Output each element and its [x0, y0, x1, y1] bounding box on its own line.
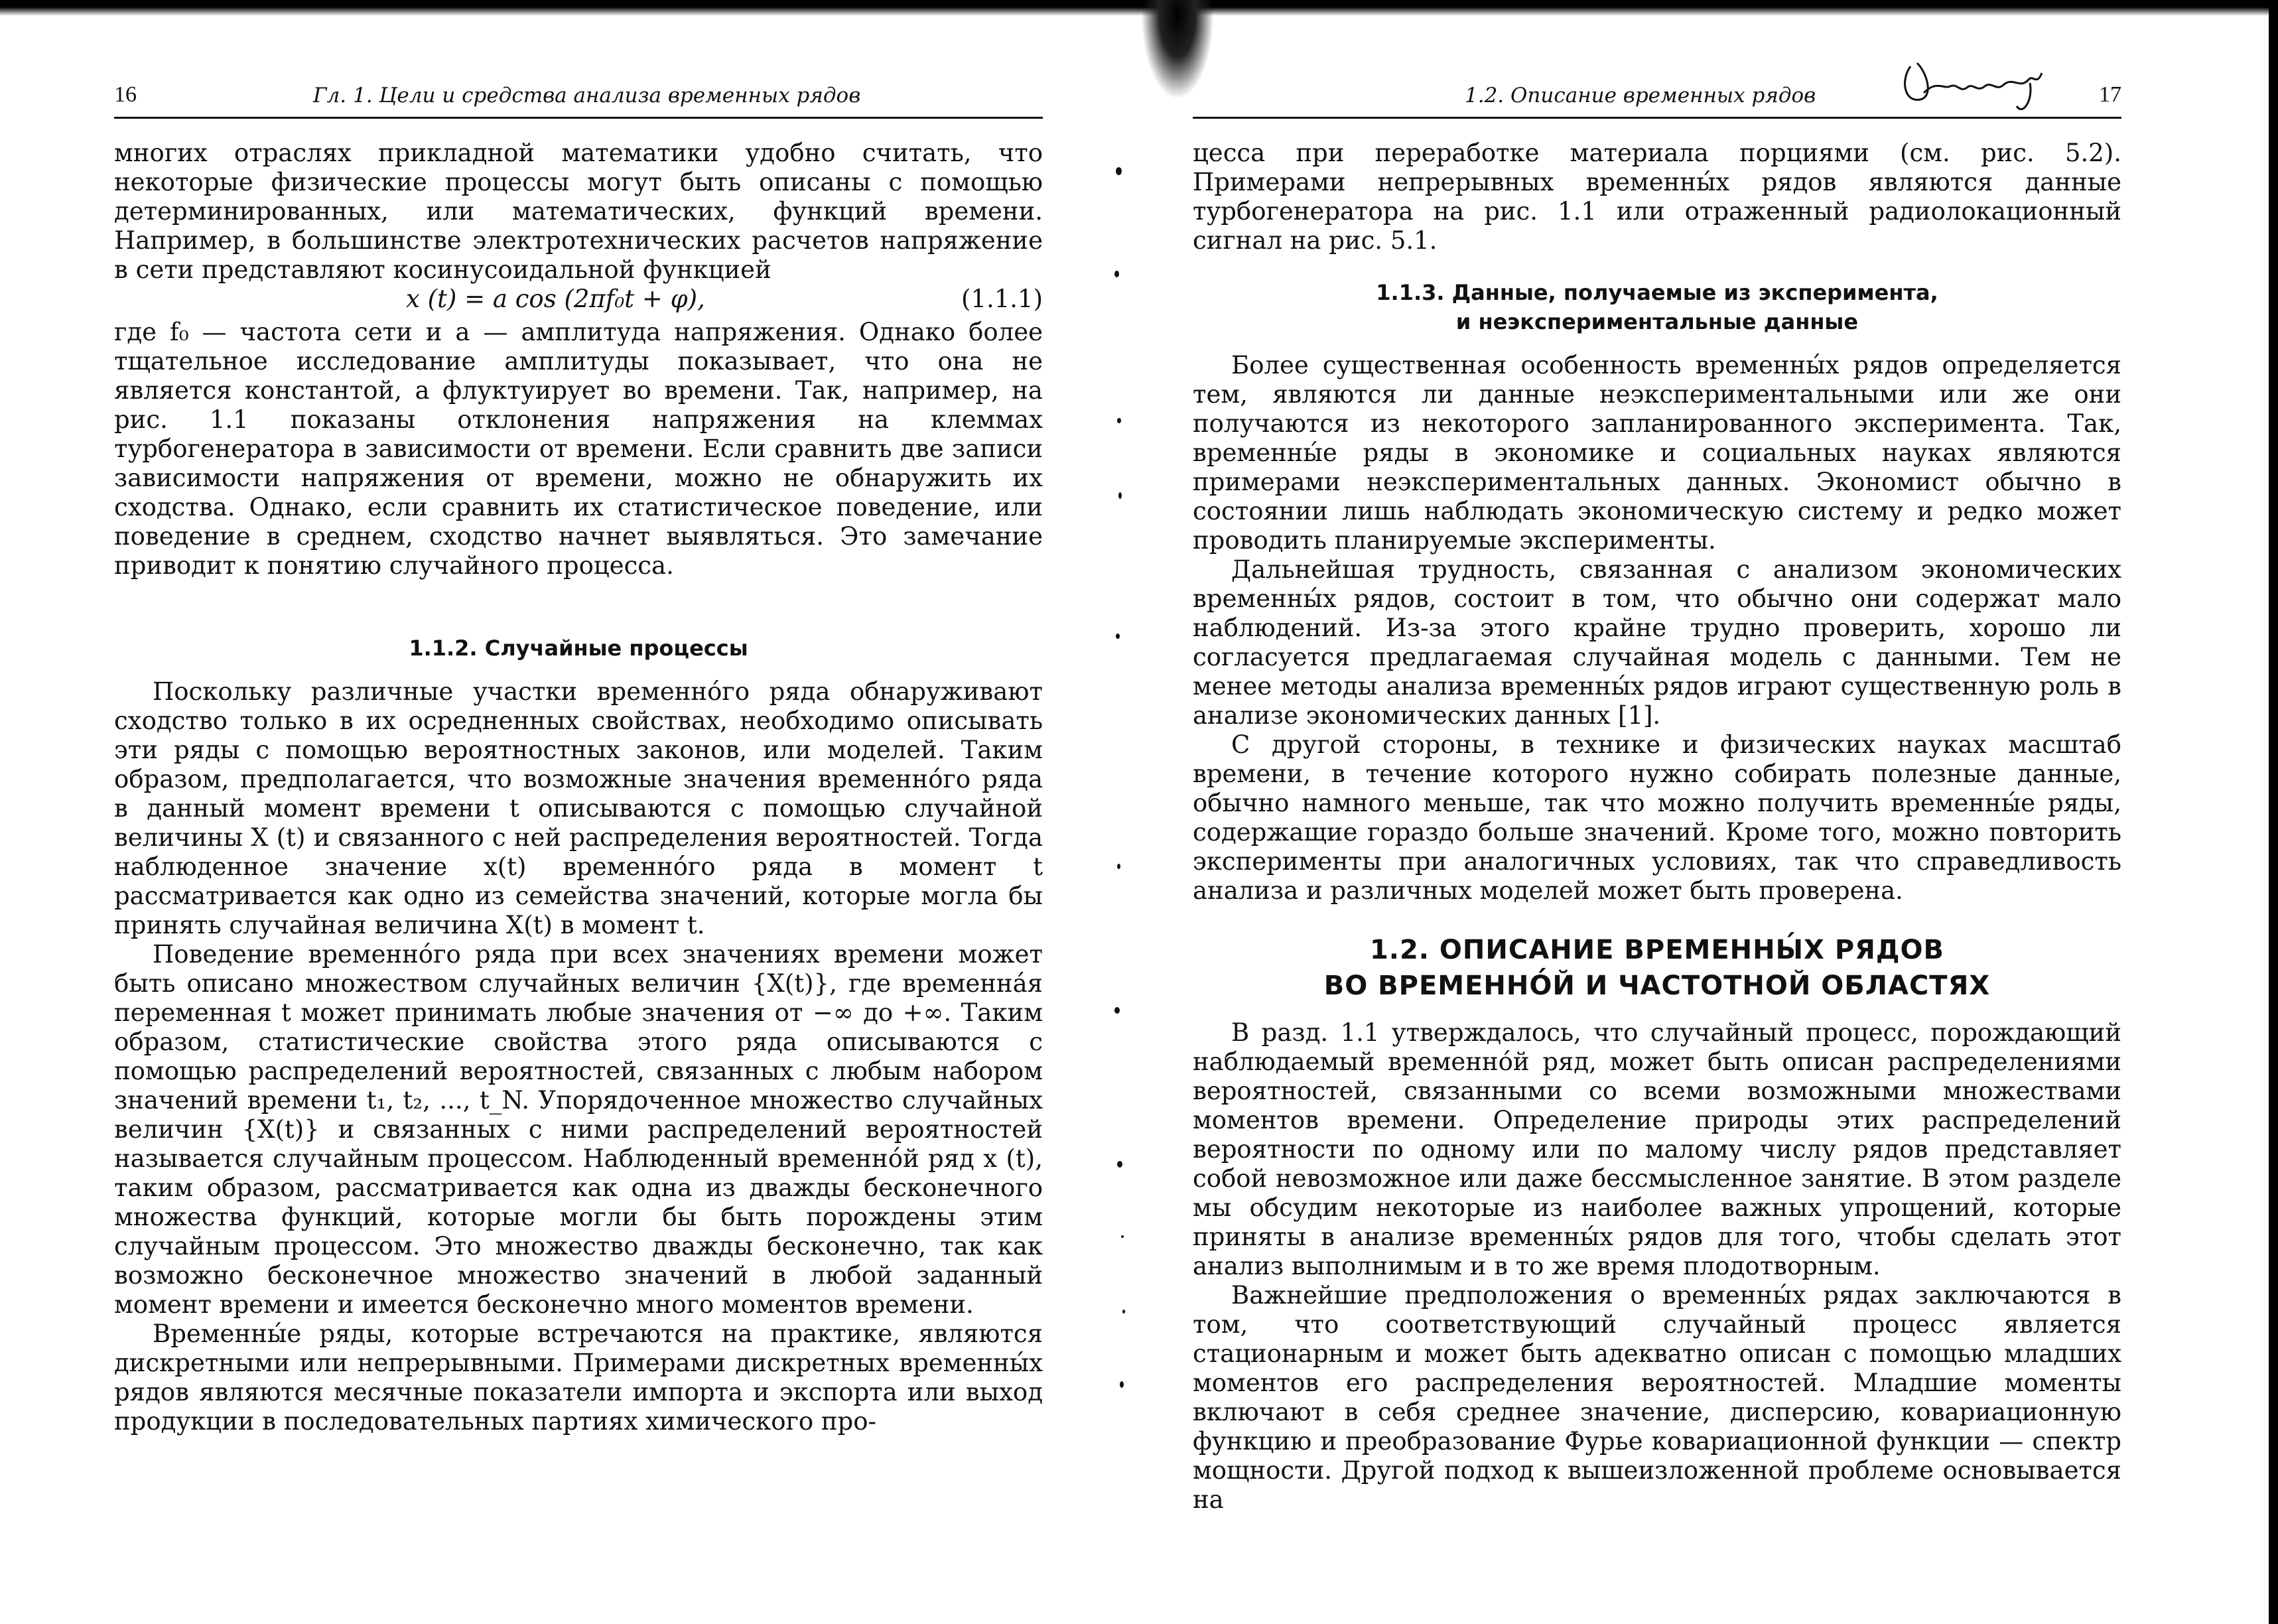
right-running-title: 1.2. Описание временных рядов [1465, 84, 1816, 107]
spacer [114, 580, 1043, 611]
subsection-title-line: 1.1.3. Данные, получаемые из эксперимента, [1376, 280, 1938, 305]
section-title-line: ВО ВРЕМЕННО́Й И ЧАСТОТНОЙ ОБЛАСТЯХ [1323, 971, 1991, 1001]
section-title-1-2 [1193, 932, 2121, 1004]
left-paragraph-top: многих отраслях прикладной математики удобно считать, что некоторые физические процессы могут быть описаны с помощью детерминированных, или математических, функций времени. Например, в большинстве электротехнических расчетов напряжение в сети представляют косинусоидальной функцией [114, 139, 1043, 284]
speck [1122, 1310, 1125, 1314]
speck [1120, 1381, 1124, 1388]
section-paragraph: В разд. 1.1 утверждалось, что случайный процесс, порождающий наблюдаемый временно́й ряд, может быть описан распределениями вероятностей, связанными со всеми возможными множествами моментов времени. Определение природы этих распределений вероятности по одному или по малому числу рядов представляет собой невозможное или даже бессмысленное занятие. В этом разделе мы обсудим некоторые из наиболее важных упрощений, которые приняты в анализе временны́х рядов для того, чтобы сделать этот анализ выполнимым и в то же время плодотворным. [1193, 1018, 2121, 1280]
subsection-title-1-1-3 [1193, 278, 2121, 336]
speck [1114, 271, 1119, 277]
speck [1117, 864, 1120, 869]
left-page [114, 73, 1043, 1436]
subsection-title-1-1-2: 1.1.2. Случайные процессы [409, 636, 748, 661]
equation-number: (1.1.1) [961, 285, 1043, 313]
section-paragraph: Важнейшие предположения о временны́х рядах заключаются в том, что соответствующий случайный процесс является стационарным и может быть адекватно описан с помощью младших моментов его распределения вероятностей. Младшие моменты включают в себя среднее значение, дисперсию, ковариационную функцию и преобразование Фурье ковариационной функции — спектр мощности. Другой подход к вышеизложенной проблеме основывается на [1193, 1281, 2121, 1514]
right-page-body [1193, 139, 2121, 1515]
scan-right-edge [2269, 0, 2278, 1624]
left-paragraph-after-equation: где f₀ — частота сети и a — амплитуда напряжения. Однако более тщательное исследование амплитуды показывает, что она не является константой, а флуктуирует во времени. Так, например, на рис. 1.1 показаны отклонения напряжения на клеммах турбогенератора в зависимости от времени. Если сравнить две записи зависимости напряжения от времени, можно не обнаружить их сходства. Однако, если сравнить их статистическое поведение, или поведение в среднем, сходство начнет выявляться. Это замечание приводит к понятию случайного процесса. [114, 318, 1043, 580]
speck [1121, 1235, 1124, 1238]
left-page-number: 16 [114, 82, 137, 107]
left-running-title: Гл. 1. Цели и средства анализа временных рядов [313, 84, 861, 107]
subsection-title-line: и неэкспериментальные данные [1455, 309, 1859, 334]
speck [1116, 167, 1122, 175]
equation-formula: x (t) = a cos (2πf₀t + φ), [406, 285, 705, 313]
right-paragraph: Дальнейшая трудность, связанная с анализом экономических временны́х рядов, состоит в том, что обычно они содержат мало наблюдений. Из-за этого крайне трудно проверить, хорошо ли согласуется предлагаемая случайная модель с данными. Тем не менее методы анализа временны́х рядов играют существенную роль в анализе экономических данных [1]. [1193, 555, 2121, 730]
left-paragraph: Поведение временно́го ряда при всех значениях времени может быть описано множеством случайных величин {X(t)}, где временна́я переменная t может принимать любые значения от −∞ до +∞. Таким образом, статистические свойства этого ряда описываются с помощью распределений вероятностей, связанных с любым набором значений времени t₁, t₂, ..., t_N. Упорядоченное множество случайных величин {X(t)} и связанных с ними распределений вероятностей называется случайным процессом. Наблюденный временно́й ряд x (t), таким образом, рассматривается как одна из дважды бесконечного множества функций, которые могли бы быть порождены этим случайным процессом. Это множество дважды бесконечно, так как возможно бесконечное множество значений в любой заданный момент времени и имеется бесконечно много моментов времени. [114, 940, 1043, 1319]
left-page-header [114, 73, 1043, 119]
equation-1-1-1 [114, 285, 1043, 318]
right-paragraph: С другой стороны, в технике и физических науках масштаб времени, в течение которого нужно собирать полезные данные, обычно намного меньше, так что можно получить временны́е ряды, содержащие гораздо больше значений. Кроме того, можно повторить эксперименты при аналогичных условиях, так что справедливость анализа и различных моделей может быть проверена. [1193, 730, 2121, 905]
speck [1117, 1161, 1122, 1168]
right-paragraph: Более существенная особенность временны́х рядов определяется тем, являются ли данные неэкспериментальными или же они получаются из некоторого запланированного эксперимента. Так, временны́е ряды в экономике и социальных науках являются примерами неэкспериментальных данных. Экономист обычно в состоянии лишь наблюдать экономическую систему и редко может проводить планируемые эксперименты. [1193, 351, 2121, 555]
right-page-header [1193, 73, 2121, 119]
left-paragraph: Временны́е ряды, которые встречаются на практике, являются дискретными или непрерывными. Примерами дискретных временны́х рядов являются месячные показатели импорта и экспорта или выход продукции в последовательных партиях химического про- [114, 1320, 1043, 1436]
right-page-number: 17 [2099, 82, 2121, 107]
handwritten-signature [1897, 53, 2063, 119]
speck [1114, 1007, 1120, 1014]
right-paragraph-top: цесса при переработке материала порциями (см. рис. 5.2). Примерами непрерывных временны́х рядов являются данные турбогенератора на рис. 1.1 или отраженный радиолокационный сигнал на рис. 5.1. [1193, 139, 2121, 255]
scan-top-shadow [0, 0, 2278, 16]
speck [1117, 418, 1121, 423]
speck [1118, 492, 1122, 499]
left-paragraph: Поскольку различные участки временно́го ряда обнаруживают сходство только в их осредненных свойствах, необходимо описывать эти ряды с помощью вероятностных законов, или моделей. Таким образом, предполагается, что возможные значения временно́го ряда в данный момент времени t описываются с помощью случайной величины X (t) и связанного с ней распределения вероятностей. Тогда наблюденное значение x(t) временно́го ряда в момент t рассматривается как одно из семейства значений, которые могла бы принять случайная величина X(t) в момент t. [114, 677, 1043, 939]
right-page [1193, 73, 2121, 1515]
section-title-line: 1.2. ОПИСАНИЕ ВРЕМЕННЫ́Х РЯДОВ [1369, 935, 1945, 965]
speck [1116, 634, 1120, 639]
left-page-body [114, 139, 1043, 1436]
